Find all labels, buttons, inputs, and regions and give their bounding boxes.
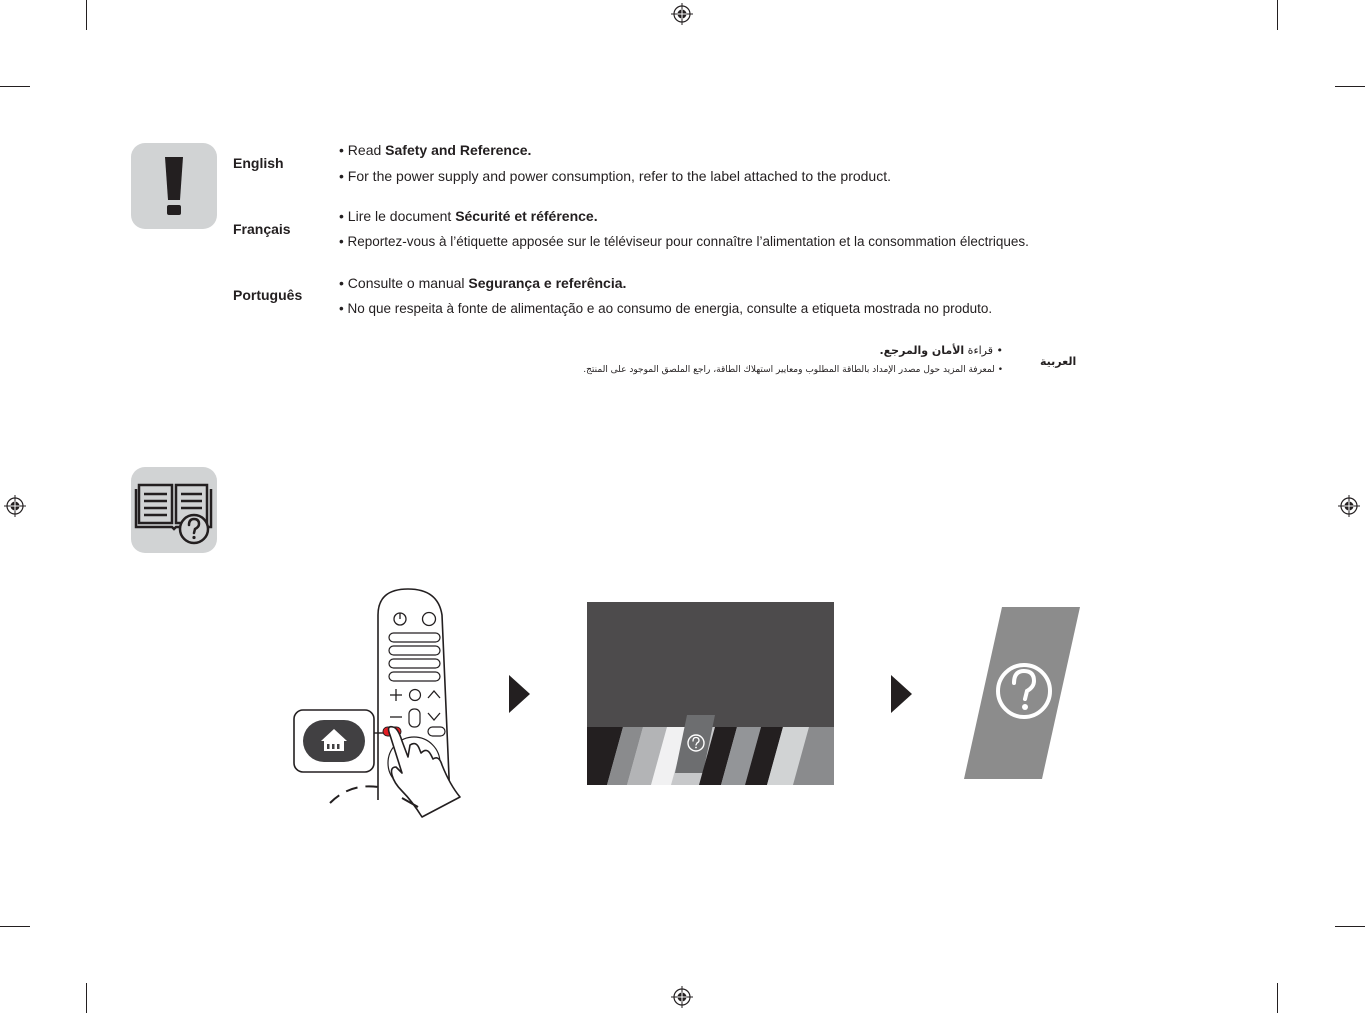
document-title: الأمان والمرجع.: [879, 344, 965, 357]
crop-mark: [86, 0, 87, 30]
portuguese-line-2: • No que respeita à fonte de alimentação e ao consumo de energia, consulte a etiqueta mostrada no produto.: [339, 301, 993, 316]
french-line-1: [339, 208, 598, 224]
arabic-line-1: [879, 344, 1003, 357]
portuguese-line-1: [339, 275, 626, 291]
language-label-arabic: العربية: [1040, 355, 1077, 368]
crop-mark: [0, 86, 30, 87]
help-card-icon: [964, 607, 1081, 779]
tv-home-screen-help-icon: [587, 602, 834, 785]
language-label-english: English: [233, 155, 284, 171]
arrow-right-icon: [509, 675, 531, 713]
document-title: Safety and Reference.: [385, 142, 532, 158]
crop-mark: [1335, 86, 1365, 87]
exclamation-icon: [131, 143, 217, 229]
english-line-2: • For the power supply and power consumption, refer to the label attached to the product.: [339, 168, 892, 184]
registration-mark-icon: [671, 986, 693, 1008]
arabic-line-2: • لمعرفة المزيد حول مصدر الإمداد بالطاقة المطلوب ومعايير استهلاك الطاقة، راجع الملصق الموجود على المنتج.: [583, 365, 1003, 375]
crop-mark: [1335, 926, 1365, 927]
french-line-2: • Reportez-vous à l’étiquette apposée sur le téléviseur pour connaître l’alimentation et la consommation électriques.: [339, 234, 1029, 249]
document-title: Sécurité et référence.: [455, 208, 598, 224]
document-title: Segurança e referência.: [468, 275, 627, 291]
registration-mark-icon: [4, 495, 26, 517]
crop-mark: [1277, 983, 1278, 1013]
book-help-icon: [131, 467, 217, 553]
remote-home-button-icon: [290, 585, 475, 820]
english-line-1: [339, 142, 531, 158]
line-text: • Consulte o manual: [339, 275, 469, 291]
line-text: • Lire le document: [339, 208, 456, 224]
registration-mark-icon: [1338, 495, 1360, 517]
language-label-portuguese: Português: [233, 287, 303, 303]
crop-mark: [86, 983, 87, 1013]
registration-mark-icon: [671, 3, 693, 25]
crop-mark: [0, 926, 30, 927]
line-text: • قراءة: [964, 344, 1003, 357]
crop-mark: [1277, 0, 1278, 30]
line-text: • Read: [339, 142, 386, 158]
arrow-right-icon: [891, 675, 913, 713]
language-label-french: Français: [233, 221, 291, 237]
